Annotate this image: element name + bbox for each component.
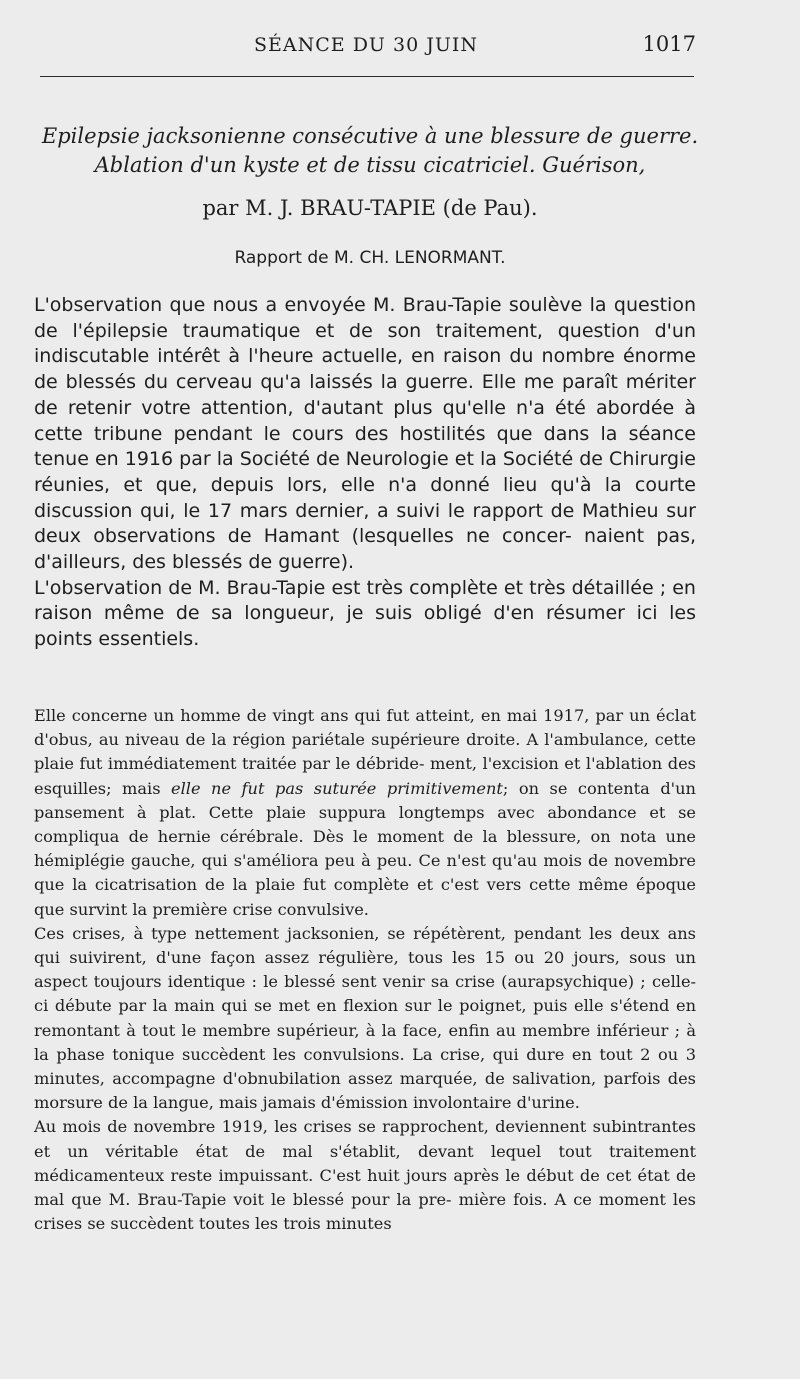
running-title: SÉANCE DU 30 JUIN xyxy=(254,34,478,56)
text-line: par un éclat d'obus, au niveau de la région pariétale supérieure droite. xyxy=(34,706,696,750)
text-line: époque que survint la première crise convulsive. xyxy=(34,875,696,919)
text-line: que la cicatrisation de la plaie fut complète et c'est vers cette même xyxy=(34,875,629,895)
text-line: crise (aurapsychique) ; celle-ci débute par la main qui se met en xyxy=(34,972,696,1016)
article-title-line-1: Epilepsie jacksonienne consécutive à une blessure de guerre. xyxy=(41,124,699,148)
text-line: L'observation que nous a envoyée M. Brau-Tapie soulève la xyxy=(34,294,607,316)
text-line: ; on se contenta d'un pansement à plat. Cette xyxy=(34,778,696,822)
page-number: 1017 xyxy=(642,32,696,56)
case-summary xyxy=(34,704,696,1236)
text-line: résumer ici les points essentiels. xyxy=(34,602,697,651)
text-line: L'observation de M. Brau-Tapie est très complète et très xyxy=(34,576,566,599)
page-header xyxy=(36,30,696,66)
article-reporter: Rapport de M. CH. LENORMANT. xyxy=(234,248,506,268)
text-line: subintrantes et un véritable état de mal s'établit, devant lequel tout xyxy=(34,1117,696,1161)
emphasis: suturée primitivement xyxy=(313,778,503,798)
text-line: Mathieu sur deux observations de Hamant (lesquelles ne concer- xyxy=(34,499,696,548)
text-line: mière fois. A ce moment les crises se succèdent toutes les trois minutes xyxy=(34,1190,696,1234)
text-line: d'un indiscutable intérêt à l'heure actuelle, en raison du nombre xyxy=(34,319,696,368)
text-line: abordée à cette tribune pendant le cours des hostilités que dans la xyxy=(34,396,696,445)
text-line: deux ans qui suivirent, d'une façon assez régulière, tous les 15 ou xyxy=(34,923,696,968)
text-line: mériter de retenir votre attention, d'autant plus qu'elle n'a été xyxy=(34,371,696,419)
article-author: par M. J. BRAU-TAPIE (de Pau). xyxy=(202,196,538,220)
text-line: séance tenue en 1916 par la Société de Neurologie et la Société de xyxy=(34,422,696,471)
text-line: succèdent les convulsions. La crise, qui dure en tout 2 ou 3 minutes, xyxy=(34,1044,697,1089)
text-line: Elle concerne un homme de vingt ans qui fut atteint, en mai 1917, xyxy=(34,706,590,725)
text-line: morsure de la langue, mais jamais d'émission involontaire d'urine. xyxy=(34,1093,580,1113)
text-line: gauche, qui s'améliora peu à peu. Ce n'est qu'au mois de novembre xyxy=(130,851,696,871)
paragraph-1 xyxy=(34,293,696,576)
text-line: accompagne d'obnubilation assez marquée, de salivation, parfois des xyxy=(112,1069,696,1089)
text-line: cérébrale. Dès le moment de la blessure, on nota une hémiplégie xyxy=(34,827,696,871)
header-rule xyxy=(40,76,694,77)
text-line: détaillée ; en raison même de sa longueur, je suis obligé d'en xyxy=(34,576,696,625)
emphasis: elle ne fut pas xyxy=(171,778,304,798)
paragraph-3 xyxy=(34,704,696,922)
text-line: naient pas, d'ailleurs, des blessés de guerre). xyxy=(34,525,697,574)
paragraph-5 xyxy=(34,1115,696,1236)
text-line: ment, l'excision et l'ablation des esquilles; mais xyxy=(34,754,696,798)
text-line: Au mois de novembre 1919, les crises se rapprochent, deviennent xyxy=(34,1117,587,1137)
paragraph-4 xyxy=(34,922,696,1116)
text-line: énorme de blessés du cerveau qu'a laissés la guerre. Elle me paraît xyxy=(34,345,696,394)
text-line: question de l'épilepsie traumatique et de son traitement, question xyxy=(34,294,696,342)
text-line: Ces crises, à type nettement jacksonien, se répétèrent, pendant les xyxy=(34,923,613,943)
text-line: A l'ambulance, cette plaie fut immédiatement traitée par le débride- xyxy=(34,730,696,774)
text-line: plaie suppura longtemps avec abondance et se compliqua de hernie xyxy=(34,802,696,847)
text-line: Chirurgie réunies, et que, depuis lors, elle n'a donné lieu qu'à la xyxy=(34,448,696,496)
text-line: 20 jours, sous un aspect toujours identique : le blessé sent venir sa xyxy=(34,948,696,992)
text-line: traitement médicamenteux reste impuissant. C'est huit jours après le xyxy=(34,1141,696,1185)
text-line: début de cet état de mal que M. Brau-Tapie voit le blessé pour la pre- xyxy=(34,1165,696,1210)
article-title-line-2: Ablation d'un kyste et de tissu cicatriciel. Guérison, xyxy=(94,153,646,177)
paragraph-2 xyxy=(34,576,696,653)
text-line: flexion sur le poignet, puis elle s'étend en remontant à tout le membre xyxy=(34,996,696,1040)
report-introduction xyxy=(34,293,696,653)
text-line: supérieur, à la face, enfin au membre inférieur ; à la phase tonique xyxy=(34,1020,696,1064)
text-line: courte discussion qui, le 17 mars dernier, a suivi le rapport de xyxy=(34,473,696,522)
